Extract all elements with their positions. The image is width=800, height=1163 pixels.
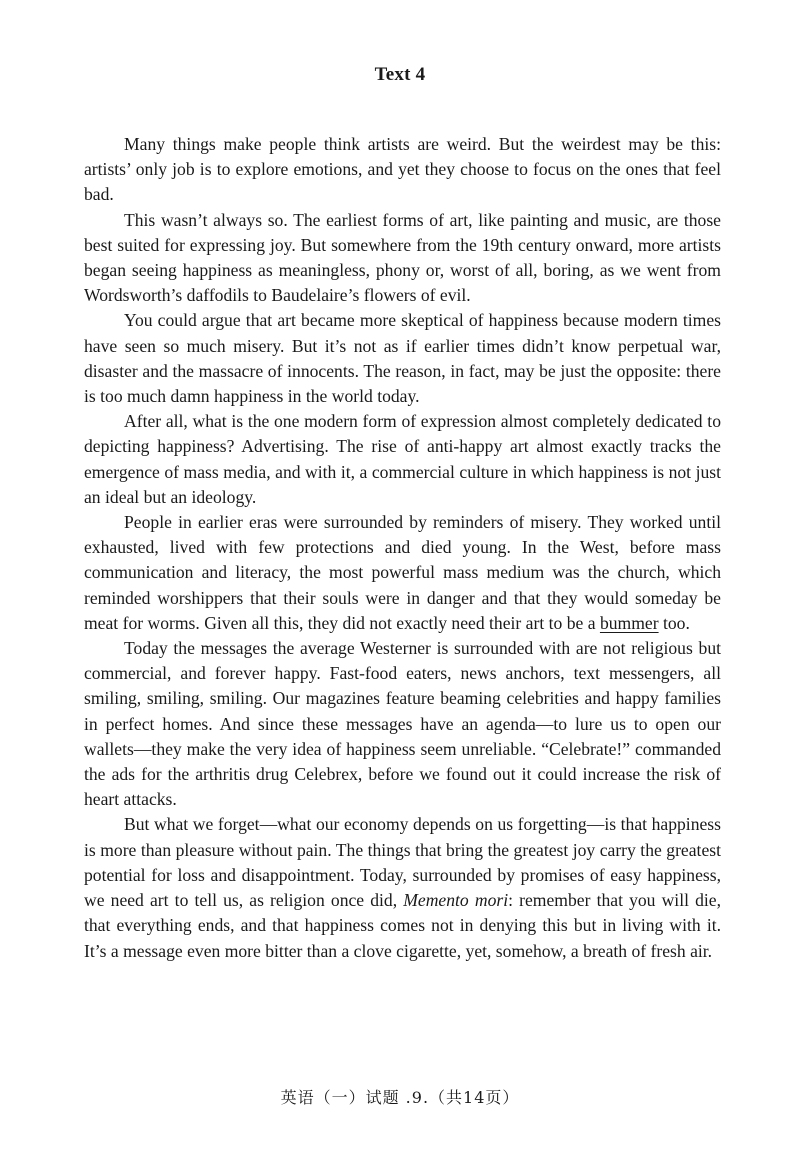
paragraph-7-end: : remember that you will die, that everything ends, and that happiness comes not in denying this but in living with it. It’s a message even more bitter than a clove cigarette, yet, somehow, a breath of fresh air. [84,890,721,961]
passage-title: Text 4 [374,64,426,85]
paragraph-7-text: But what we forget—what our economy depends on us forgetting—is that happiness is more than pleasure without pain. The things that bring the greatest joy carry the greatest potential for loss and disappointment. Today, surrounded by promises of easy happiness, we need art to tell us, as religion once did, [84,814,721,911]
paragraph-4: After all, what is the one modern form of expression almost completely dedicated to depicting happiness? Advertising. The rise of anti-happy art almost exactly tracks the emergence of mass media, and with it, a commercial culture in which happiness is not just an ideal but an ideology. [84,411,721,507]
paragraph-5-end: too. [658,612,690,633]
italic-phrase-memento-mori: Memento mori [403,890,509,911]
paragraph-5-text: People in earlier eras were surrounded by reminders of misery. They worked until exhausted, lived with few protections and died young. In the West, before mass communication and literacy, the most powerful mass medium was the church, which reminded worshippers that their souls were in danger and that they would someday be meat for worms. Given all this, they did not exactly need their art to be a [84,512,721,633]
underlined-word-bummer: bummer [599,612,659,633]
paragraph-5 [84,510,721,636]
paragraph-3: You could argue that art became more skeptical of happiness because modern times have seen so much misery. But it’s not as if earlier times didn’t know perpetual war, disaster and the massacre of innocents. The reason, in fact, may be just the opposite: there is too much damn happiness in the world today. [84,310,721,407]
paragraph-7 [84,812,721,963]
page-footer: 英语（一）试题 .9.（共14页） [280,1088,520,1107]
passage-body [84,132,721,964]
paragraph-1: Many things make people think artists are weird. But the weirdest may be this: artists’ only job is to explore emotions, and yet they choose to focus on the ones that feel bad. [84,134,721,205]
paragraph-2: This wasn’t always so. The earliest forms of art, like painting and music, are those best suited for expressing joy. But somewhere from the 19th century onward, more artists began seeing happiness as meaningless, phony or, worst of all, boring, as we went from Wordsworth’s daffodils to Baudelaire’s flowers of evil. [84,209,721,306]
paragraph-6: Today the messages the average Westerner is surrounded with are not religious but commercial, and forever happy. Fast-food eaters, news anchors, text messengers, all smiling, smiling, smiling. Our magazines feature beaming celebrities and happy families in perfect homes. And since these messages have an agenda—to lure us to open our wallets—they make the very idea of happiness seem unreliable. “Celebrate!” commanded the ads for the arthritis drug Celebrex, before we found out it could increase the risk of heart attacks. [84,638,721,810]
